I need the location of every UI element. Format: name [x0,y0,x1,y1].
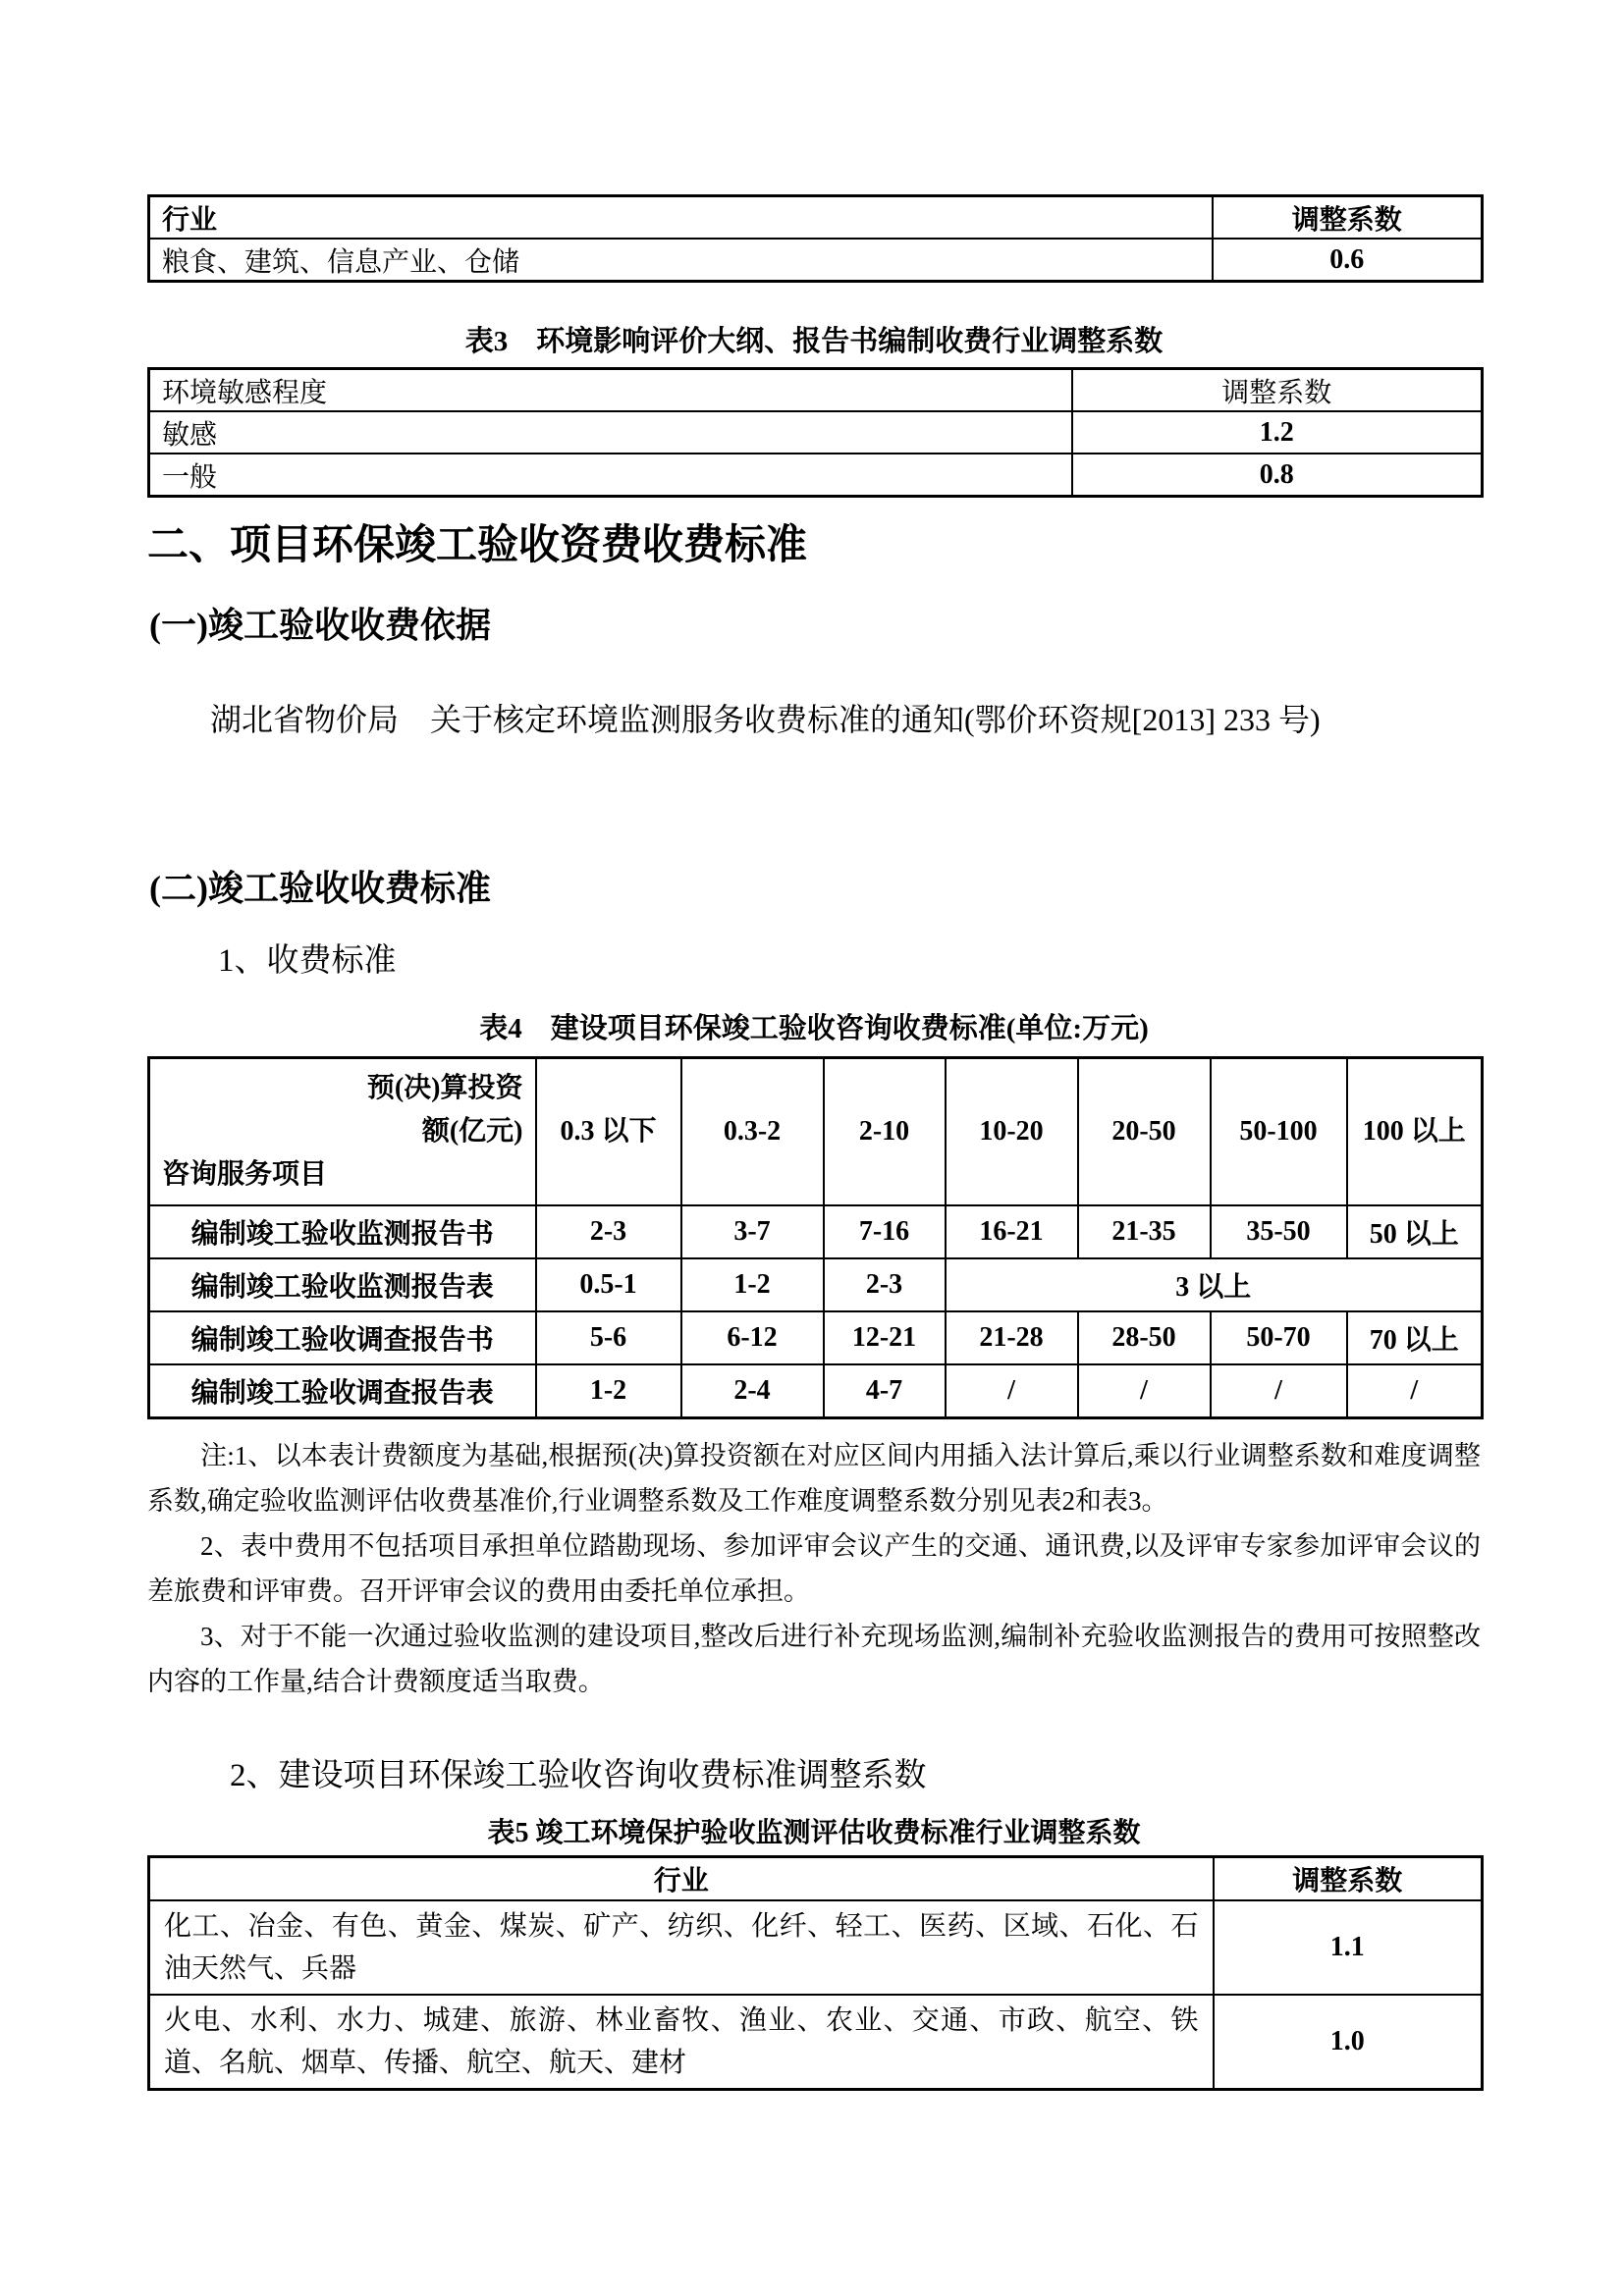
table5-caption: 表5 竣工环境保护验收监测评估收费标准行业调整系数 [487,1818,1141,1848]
header-sensitivity-level: 环境敏感程度 [149,369,1072,412]
fee-cell: 2-3 [536,1205,681,1258]
subsection-1-heading: (一)竣工验收收费依据 [149,606,491,645]
industry-adjustment-table-continuation [147,194,1484,283]
factor-value-cell: 1.0 [1214,1995,1483,2090]
sensitivity-cell: 敏感 [149,411,1072,454]
header-range-cell: 50-100 [1211,1058,1347,1206]
header-range-cell: 0.3 以下 [536,1058,681,1206]
table-row [149,239,1483,282]
fee-cell: 2-4 [681,1364,824,1418]
table3-caption: 表3 环境影响评价大纲、报告书编制收费行业调整系数 [464,326,1164,357]
fee-cell: 50 以上 [1347,1205,1483,1258]
table-header-row [149,196,1483,240]
table-header-row [149,1857,1483,1901]
table-row [149,1900,1483,1995]
fee-cell: 2-3 [824,1258,946,1311]
table4-caption: 表4 建设项目环保竣工验收咨询收费标准(单位:万元) [479,1013,1149,1044]
fee-cell: / [1347,1364,1483,1418]
fee-cell: / [1211,1364,1347,1418]
corner-header-cell [149,1058,536,1206]
header-range-cell: 10-20 [946,1058,1078,1206]
header-adjustment-factor: 调整系数 [1213,196,1483,240]
header-adjustment-factor: 调整系数 [1214,1857,1483,1901]
note-1: 注:1、以本表计费额度为基础,根据预(决)算投资额在对应区间内用插入法计算后,乘以行业调整系数和难度调整系数,确定验收监测评估收费基准价,行业调整系数及工作难度调整系数分别见表2和表3。 [147,1441,1481,1516]
fee-cell: 6-12 [681,1311,824,1364]
fee-cell: 35-50 [1211,1205,1347,1258]
table-row [149,1311,1483,1364]
header-range-cell: 0.3-2 [681,1058,824,1206]
table3-environment-sensitivity [147,367,1484,498]
item-2-heading: 2、建设项目环保竣工验收咨询收费标准调整系数 [230,1758,927,1793]
header-adjustment-factor: 调整系数 [1072,369,1483,412]
fee-cell: 7-16 [824,1205,946,1258]
table-row [149,1995,1483,2090]
section-2-heading: 二、项目环保竣工验收资费收费标准 [147,523,808,568]
fee-cell: 50-70 [1211,1311,1347,1364]
corner-line-unit: 额(亿元) [421,1116,523,1147]
factor-value-cell: 1.1 [1214,1900,1483,1995]
table4-notes [147,1433,1481,1704]
factor-value-cell: 0.6 [1213,239,1483,282]
table-row [149,1364,1483,1418]
fee-cell: 12-21 [824,1311,946,1364]
service-label-cell: 编制竣工验收监测报告表 [149,1258,536,1311]
fee-cell: 21-35 [1078,1205,1211,1258]
note-3: 3、对于不能一次通过验收监测的建设项目,整改后进行补充现场监测,编制补充验收监测报告的费用可按照整改内容的工作量,结合计费额度适当取费。 [147,1622,1481,1696]
header-range-cell: 20-50 [1078,1058,1211,1206]
fee-basis-paragraph: 湖北省物价局 关于核定环境监测服务收费标准的通知(鄂价环资规[2013] 233 号) [210,702,1321,737]
table-row [149,1205,1483,1258]
factor-value-cell: 0.8 [1072,454,1483,497]
service-label-cell: 编制竣工验收调查报告书 [149,1311,536,1364]
item-1-heading: 1、收费标准 [218,943,397,979]
industry-list-cell: 化工、冶金、有色、黄金、煤炭、矿产、纺织、化纤、轻工、医药、区域、石化、石油天然气、兵器 [149,1900,1214,1995]
header-industry: 行业 [149,1857,1214,1901]
service-label-cell: 编制竣工验收监测报告书 [149,1205,536,1258]
fee-cell: 21-28 [946,1311,1078,1364]
fee-cell: 5-6 [536,1311,681,1364]
fee-cell: 3-7 [681,1205,824,1258]
table4-acceptance-consulting-fees [147,1056,1484,1419]
fee-cell: / [1078,1364,1211,1418]
industry-list-cell: 粮食、建筑、信息产业、仓储 [149,239,1213,282]
corner-line-service: 咨询服务项目 [162,1159,328,1190]
fee-cell: 4-7 [824,1364,946,1418]
note-2: 2、表中费用不包括项目承担单位踏勘现场、参加评审会议产生的交通、通讯费,以及评审专家参加评审会议的差旅费和评审费。召开评审会议的费用由委托单位承担。 [147,1531,1481,1606]
fee-cell: 1-2 [681,1258,824,1311]
fee-cell: 1-2 [536,1364,681,1418]
fee-cell: 0.5-1 [536,1258,681,1311]
table5-industry-adjustment [147,1855,1484,2091]
fee-cell: 28-50 [1078,1311,1211,1364]
factor-value-cell: 1.2 [1072,411,1483,454]
subsection-2-heading: (二)竣工验收收费标准 [149,869,491,908]
industry-list-cell: 火电、水利、水力、城建、旅游、林业畜牧、渔业、农业、交通、市政、航空、铁道、名航、烟草、传播、航空、航天、建材 [149,1995,1214,2090]
fee-cell: / [946,1364,1078,1418]
fee-cell: 16-21 [946,1205,1078,1258]
fee-cell-merged: 3 以上 [946,1258,1483,1311]
fee-cell: 70 以上 [1347,1311,1483,1364]
corner-line-investment: 预(决)算投资 [366,1073,523,1103]
service-label-cell: 编制竣工验收调查报告表 [149,1364,536,1418]
corner-header-content [162,1067,523,1197]
table-header-row [149,369,1483,412]
header-industry: 行业 [149,196,1213,240]
table-row [149,1258,1483,1311]
sensitivity-cell: 一般 [149,454,1072,497]
table-row [149,454,1483,497]
table-row [149,411,1483,454]
header-range-cell: 100 以上 [1347,1058,1483,1206]
table-header-row [149,1058,1483,1206]
header-range-cell: 2-10 [824,1058,946,1206]
